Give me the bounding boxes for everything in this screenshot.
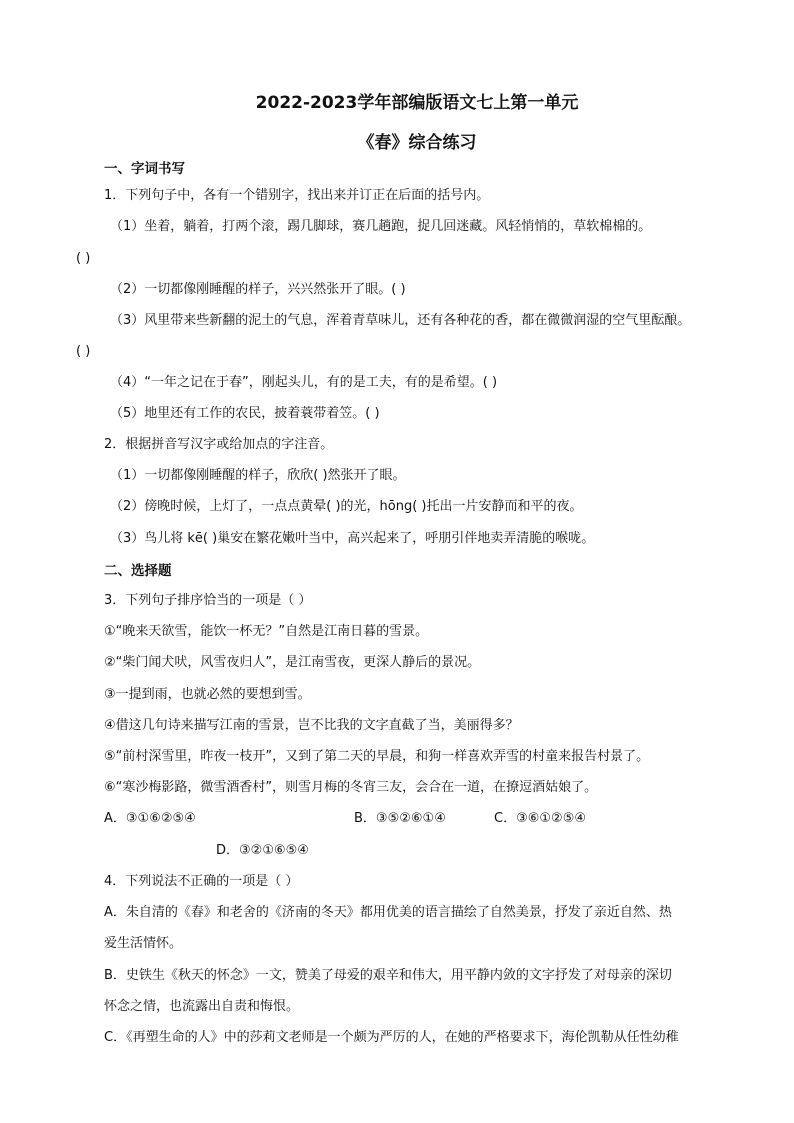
section-heading-vocabulary: 一、字词书写 xyxy=(104,161,185,177)
question-1-item-5: （5）地里还有工作的农民，披着蓑带着笠。( ) xyxy=(110,406,380,421)
option-a[interactable]: A．③①⑥②⑤④ xyxy=(104,811,196,826)
question-1-item-1: （1）坐着，躺着，打两个滚，踢几脚球，赛几趟跑，捉几回迷藏。风轻悄悄的，草软棉棉的。 xyxy=(110,219,652,234)
question-2-item-2: （2）傍晚时候，上灯了，一点点黄晕( )的光，hōng( )托出一片安静而和平的夜。 xyxy=(110,499,583,514)
worksheet-title: 2022-2023学年部编版语文七上第一单元 xyxy=(255,93,579,113)
question-1-item-3: （3）风里带来些新翻的泥土的气息，浑着青草味儿，还有各种花的香，都在微微润湿的空气里酝酿。 xyxy=(110,313,691,328)
question-4-option-c[interactable]: C．《再塑生命的人》中的莎莉文老师是一个颇为严厉的人，在她的严格要求下，海伦凯勒从任性幼稚 xyxy=(104,1030,679,1045)
question-4-option-b[interactable]: B．史铁生《秋天的怀念》一文，赞美了母爱的艰辛和伟大，用平静内敛的文字抒发了对母亲的深切 xyxy=(104,968,672,983)
question-4-option-a-cont: 爱生活情怀。 xyxy=(104,936,183,951)
answer-bracket: ( ) xyxy=(76,251,91,266)
option-b[interactable]: B．③⑤②⑥①④ xyxy=(354,811,446,826)
section-heading-multiple-choice: 二、选择题 xyxy=(104,563,172,579)
question-2-item-1: （1）一切都像刚睡醒的样子，欣欣( )然张开了眼。 xyxy=(110,468,406,483)
option-d[interactable]: D．③②①⑥⑤④ xyxy=(216,843,309,858)
question-3-sentence-2: ②“柴门闻犬吠，风雪夜归人”，是江南雪夜，更深人静后的景况。 xyxy=(104,655,481,670)
question-4-option-b-cont: 怀念之情，也流露出自责和悔恨。 xyxy=(104,999,300,1014)
question-1-item-2: （2）一切都像刚睡醒的样子，兴兴然张开了眼。( ) xyxy=(110,282,406,297)
question-1-stem: 1．下列句子中，各有一个错别字，找出来并订正在后面的括号内。 xyxy=(104,188,490,203)
question-4-stem: 4．下列说法不正确的一项是（ ） xyxy=(104,874,299,889)
question-3-sentence-4: ④借这几句诗来描写江南的雪景，岂不比我的文字直截了当，美丽得多？ xyxy=(104,718,519,733)
option-c[interactable]: C．③⑥①②⑤④ xyxy=(494,811,587,826)
question-3-sentence-6: ⑥“寒沙梅影路，微雪酒香村”，则雪月梅的冬宵三友，会合在一道，在撩逗酒姑娘了。 xyxy=(104,780,598,795)
question-3-sentence-1: ①“晚来天欲雪，能饮一杯无？”自然是江南日暮的雪景。 xyxy=(104,624,429,639)
worksheet-subtitle: 《春》综合练习 xyxy=(357,133,477,153)
question-3-stem: 3．下列句子排序恰当的一项是（ ） xyxy=(104,593,312,608)
question-2-stem: 2．根据拼音写汉字或给加点的字注音。 xyxy=(104,437,334,452)
answer-bracket: ( ) xyxy=(76,344,91,359)
question-4-option-a[interactable]: A．朱自清的《春》和老舍的《济南的冬天》都用优美的语言描绘了自然美景，抒发了亲近自然、热 xyxy=(104,905,672,920)
question-2-item-3: （3）鸟儿将 kē( )巢安在繁花嫩叶当中，高兴起来了，呼朋引伴地卖弄清脆的喉咙。 xyxy=(110,531,595,546)
question-3-sentence-5: ⑤“前村深雪里，昨夜一枝开”，又到了第二天的早晨，和狗一样喜欢弄雪的村童来报告村景了。 xyxy=(104,749,650,764)
question-3-sentence-3: ③一提到雨，也就必然的要想到雪。 xyxy=(104,687,311,702)
question-1-item-4: （4）“一年之记在于春”，刚起头儿，有的是工夫，有的是希望。( ) xyxy=(110,375,498,390)
